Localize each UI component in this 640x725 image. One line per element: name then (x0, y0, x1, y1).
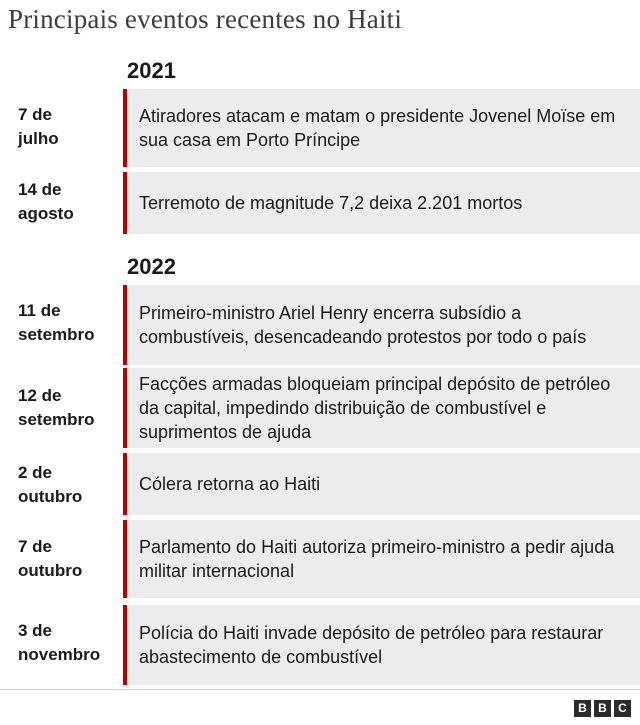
timeline-row (0, 605, 640, 685)
event-text: Primeiro-ministro Ariel Henry encerra subsídio a combustíveis, desencadeando protestos por todo o país (139, 303, 587, 347)
event-box (123, 453, 640, 515)
page-title: Principais eventos recentes no Haiti (8, 4, 403, 34)
event-date: 11 de setembro (18, 301, 95, 344)
event-text: Atiradores atacam e matam o presidente Jovenel Moïse em sua casa em Porto Príncipe (139, 106, 616, 150)
event-date: 14 de agosto (18, 180, 74, 223)
event-box (123, 605, 640, 685)
bbc-logo-block: B (574, 700, 591, 717)
timeline-row (0, 89, 640, 167)
bottom-divider (0, 689, 640, 690)
year-heading-2022: 2022 (127, 254, 176, 279)
timeline-row (0, 520, 640, 598)
bbc-logo (574, 700, 631, 717)
event-box (123, 368, 640, 448)
event-text: Cólera retorna ao Haiti (139, 474, 321, 494)
event-text: Terremoto de magnitude 7,2 deixa 2.201 mortos (139, 193, 523, 213)
timeline-row (0, 368, 640, 448)
event-text: Parlamento do Haiti autoriza primeiro-ministro a pedir ajuda militar internacional (139, 537, 615, 581)
timeline-row (0, 172, 640, 234)
event-box (123, 172, 640, 234)
event-box (123, 285, 640, 365)
event-date: 12 de setembro (18, 386, 95, 429)
event-date: 2 de outubro (18, 463, 83, 506)
event-box (123, 520, 640, 598)
bbc-logo-block: B (594, 700, 611, 717)
event-date: 7 de outubro (18, 537, 83, 580)
event-text: Facções armadas bloqueiam principal depósito de petróleo da capital, impedindo distribuição de combustível e suprimentos de ajuda (139, 374, 611, 442)
timeline-row (0, 285, 640, 365)
timeline-row (0, 453, 640, 515)
event-date: 3 de novembro (18, 621, 101, 664)
bbc-logo-block: C (614, 700, 631, 717)
event-text: Polícia do Haiti invade depósito de petróleo para restaurar abastecimento de combustível (139, 623, 604, 667)
event-box (123, 89, 640, 167)
year-heading-2021: 2021 (127, 58, 176, 83)
event-date: 7 de julho (18, 105, 59, 148)
